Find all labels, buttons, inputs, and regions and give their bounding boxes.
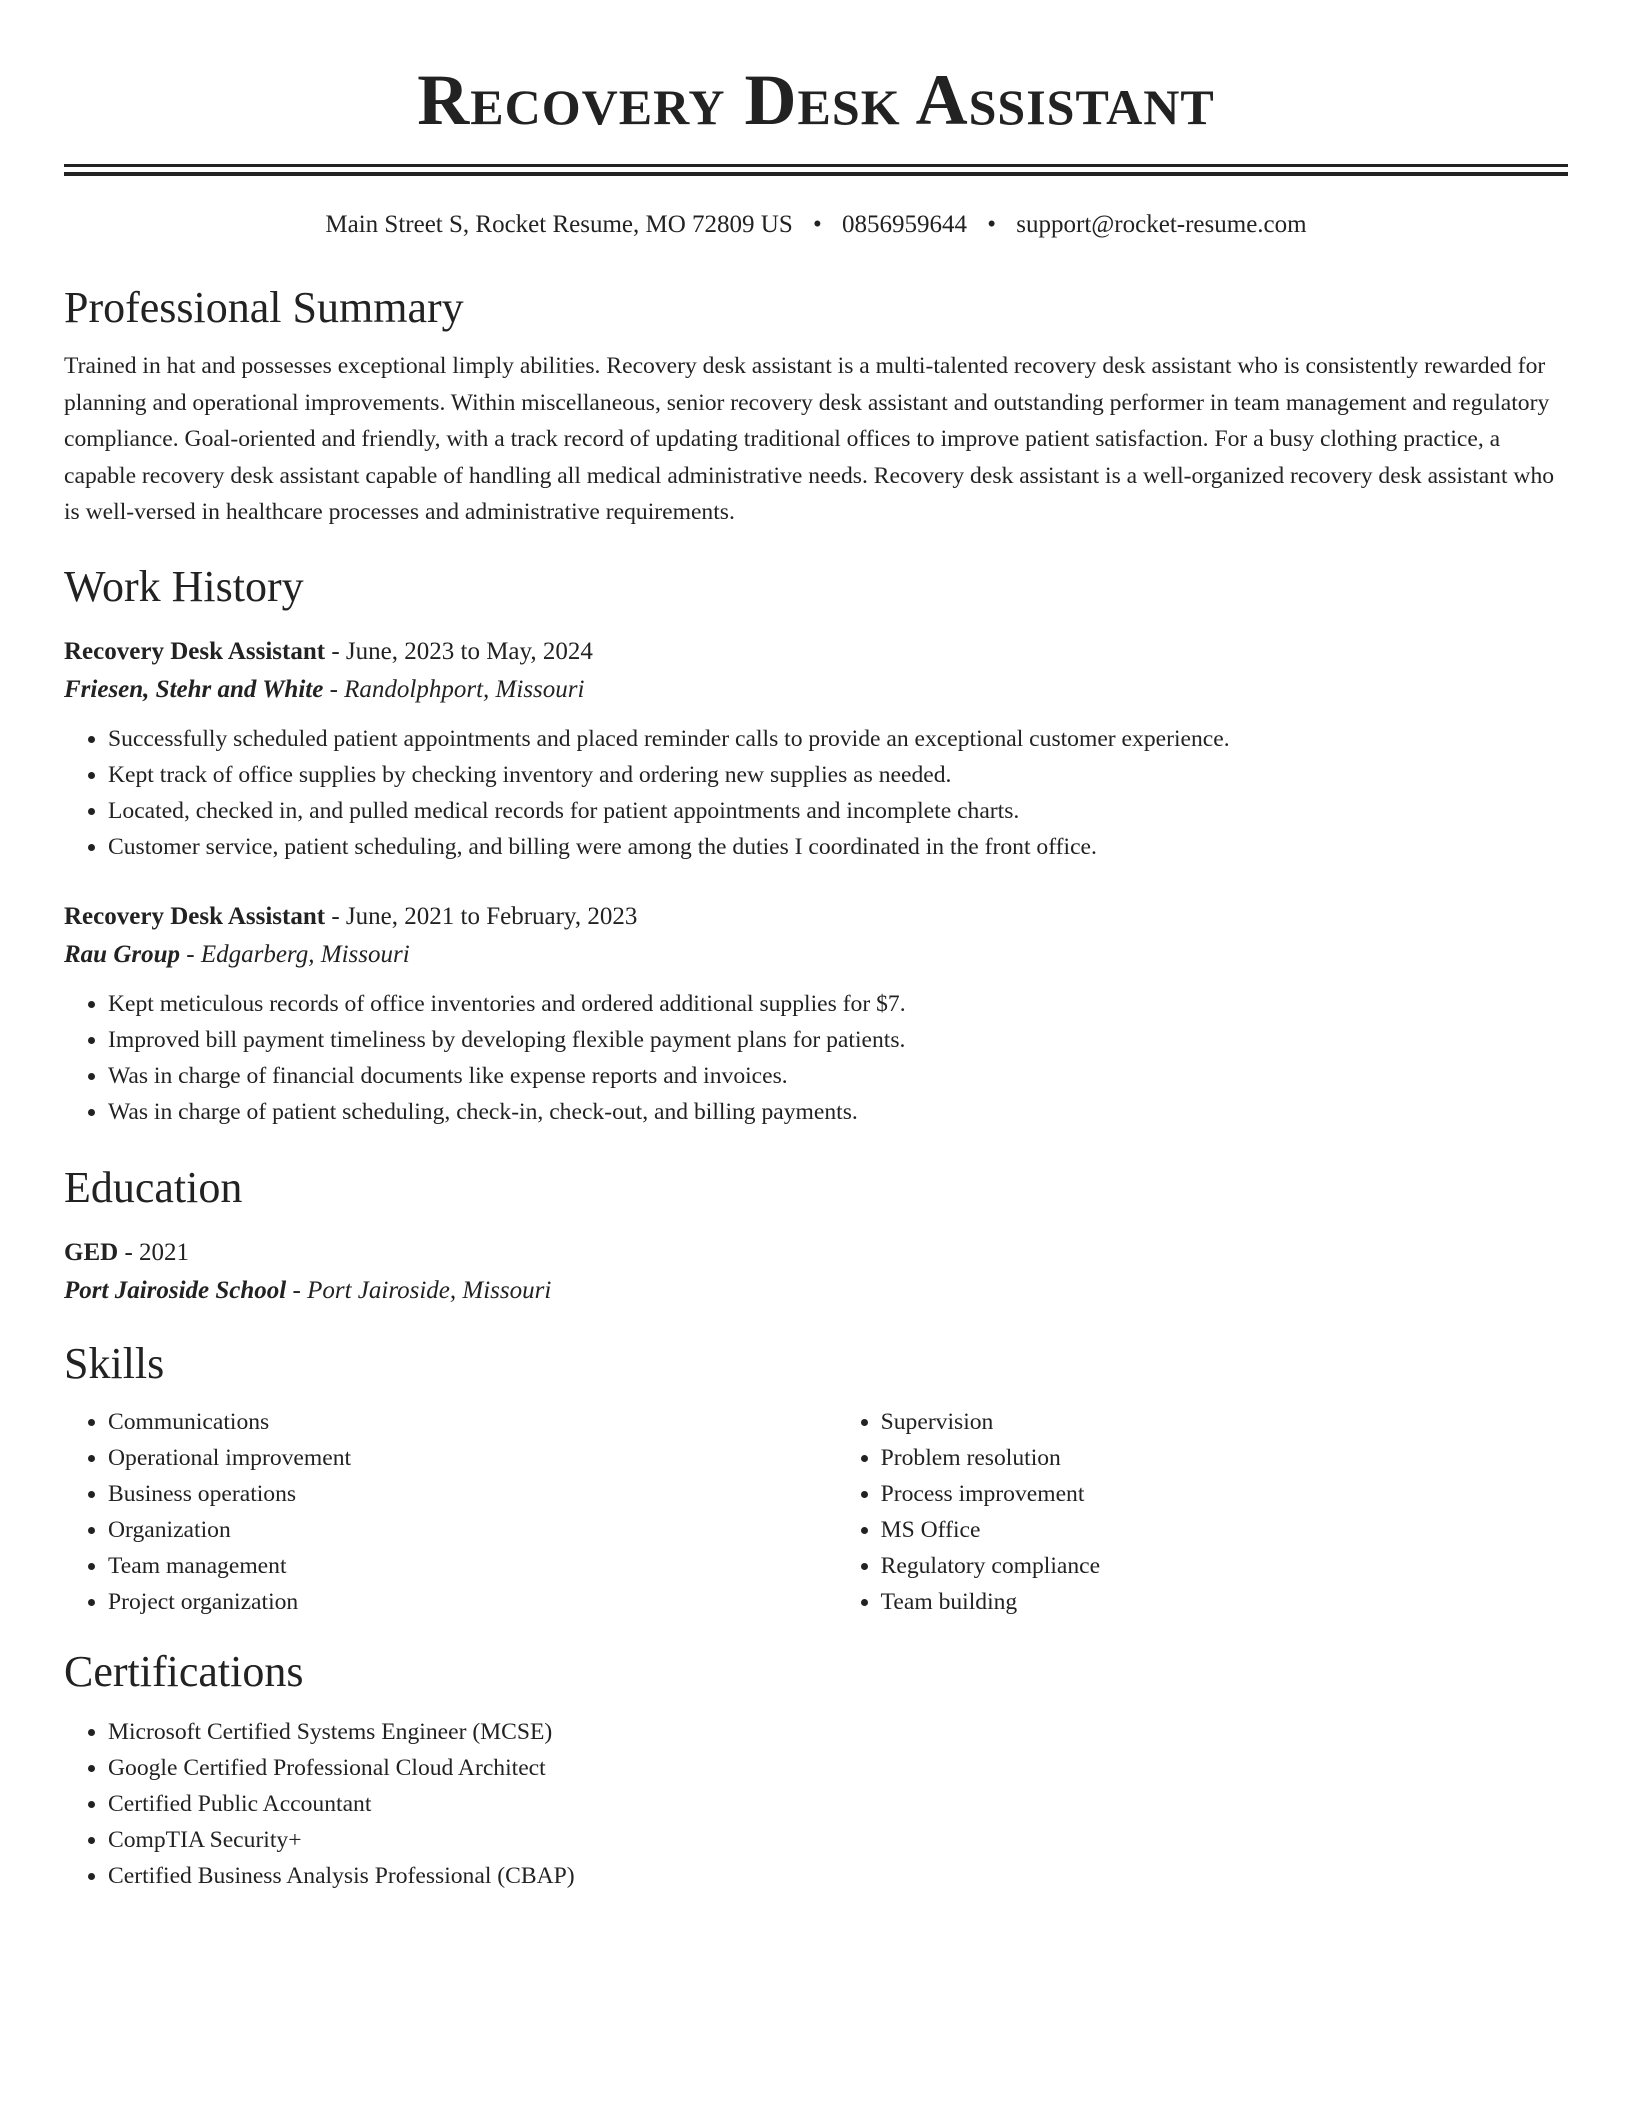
contact-line bbox=[64, 210, 1568, 240]
education-degree: GED bbox=[64, 1238, 119, 1266]
list-item: • Problem resolution bbox=[881, 1440, 1568, 1476]
job-dates: - June, 2021 to February, 2023 bbox=[325, 902, 638, 930]
skills-heading: Skills bbox=[64, 1338, 165, 1388]
list-item: • Google Certified Professional Cloud Architect bbox=[108, 1750, 1568, 1786]
contact-separator: • bbox=[987, 211, 997, 238]
title-divider bbox=[64, 164, 1568, 176]
job-bullets bbox=[64, 721, 1568, 865]
education-degree-line bbox=[64, 1234, 1568, 1272]
list-item: • Kept track of office supplies by checking inventory and ordering new supplies as needed. bbox=[108, 757, 1568, 793]
job-location: - Randolphport, Missouri bbox=[323, 675, 585, 703]
list-item: • Team management bbox=[108, 1548, 837, 1584]
resume-title: Recovery Desk Assistant bbox=[417, 60, 1215, 140]
skills-list-left bbox=[64, 1404, 837, 1620]
list-item: • Kept meticulous records of office inventories and ordered additional supplies for $7. bbox=[108, 986, 1568, 1022]
list-item: • Successfully scheduled patient appointments and placed reminder calls to provide an exceptional customer experience. bbox=[108, 721, 1568, 757]
job-bullets bbox=[64, 986, 1568, 1130]
list-item: • Supervision bbox=[881, 1404, 1568, 1440]
job-title-line bbox=[64, 898, 1568, 936]
certifications-list bbox=[64, 1714, 1568, 1894]
list-item: • Customer service, patient scheduling, and billing were among the duties I coordinated in the front office. bbox=[108, 829, 1568, 865]
education-year: - 2021 bbox=[118, 1238, 190, 1266]
job-title: Recovery Desk Assistant bbox=[64, 637, 326, 665]
list-item: • Microsoft Certified Systems Engineer (MCSE) bbox=[108, 1714, 1568, 1750]
job-location: - Edgarberg, Missouri bbox=[180, 940, 410, 968]
list-item: • Improved bill payment timeliness by developing flexible payment plans for patients. bbox=[108, 1022, 1568, 1058]
job-company-line bbox=[64, 671, 1568, 709]
list-item: • Operational improvement bbox=[108, 1440, 837, 1476]
skills-columns bbox=[64, 1404, 1568, 1620]
list-item: • Was in charge of patient scheduling, check-in, check-out, and billing payments. bbox=[108, 1094, 1568, 1130]
list-item: • Certified Business Analysis Professional (CBAP) bbox=[108, 1858, 1568, 1894]
education-school-line bbox=[64, 1272, 1568, 1310]
education-location: - Port Jairoside, Missouri bbox=[286, 1276, 552, 1304]
list-item: • Process improvement bbox=[881, 1476, 1568, 1512]
list-item: • Organization bbox=[108, 1512, 837, 1548]
education-entry bbox=[64, 1234, 1568, 1310]
job-company-line bbox=[64, 936, 1568, 974]
job-title: Recovery Desk Assistant bbox=[64, 902, 326, 930]
list-item: • Team building bbox=[881, 1584, 1568, 1620]
summary-heading: Professional Summary bbox=[64, 283, 464, 332]
list-item: • Communications bbox=[108, 1404, 837, 1440]
list-item: • Project organization bbox=[108, 1584, 837, 1620]
contact-address: Main Street S, Rocket Resume, MO 72809 US bbox=[325, 211, 793, 238]
job-company: Friesen, Stehr and White bbox=[64, 675, 324, 703]
education-heading: Education bbox=[64, 1162, 243, 1212]
education-school: Port Jairoside School bbox=[64, 1276, 287, 1304]
contact-phone: 0856959644 bbox=[842, 211, 968, 238]
summary-text: Trained in hat and possesses exceptional limply abilities. Recovery desk assistant is a multi-talented recovery desk assistant who is consistently rewarded for planning and operational improvements. Within miscellaneous, senior recovery desk assistant and outstanding performer in team management and regulatory compliance. Goal-oriented and friendly, with a track record of updating traditional offices to improve patient satisfaction. For a busy clothing practice, a capable recovery desk assistant capable of handling all medical administrative needs. Recovery desk assistant is a well-organized recovery desk assistant who is well-versed in healthcare processes and administrative requirements. bbox=[64, 353, 1555, 525]
contact-separator: • bbox=[813, 211, 822, 238]
certifications-heading: Certifications bbox=[64, 1646, 304, 1696]
list-item: • Located, checked in, and pulled medical records for patient appointments and incomplete charts. bbox=[108, 793, 1568, 829]
job-dates: - June, 2023 to May, 2024 bbox=[325, 637, 593, 665]
job-title-line bbox=[64, 633, 1568, 671]
list-item: • MS Office bbox=[881, 1512, 1568, 1548]
list-item: • Certified Public Accountant bbox=[108, 1786, 1568, 1822]
job-entry bbox=[64, 633, 1568, 865]
contact-email: support@rocket-resume.com bbox=[1016, 211, 1307, 238]
list-item: • CompTIA Security+ bbox=[108, 1822, 1568, 1858]
list-item: • Was in charge of financial documents like expense reports and invoices. bbox=[108, 1058, 1568, 1094]
job-entry bbox=[64, 898, 1568, 1130]
skills-list-right bbox=[837, 1404, 1568, 1620]
job-company: Rau Group bbox=[64, 940, 181, 968]
list-item: • Business operations bbox=[108, 1476, 837, 1512]
list-item: • Regulatory compliance bbox=[881, 1548, 1568, 1584]
work-history-heading: Work History bbox=[64, 561, 304, 611]
